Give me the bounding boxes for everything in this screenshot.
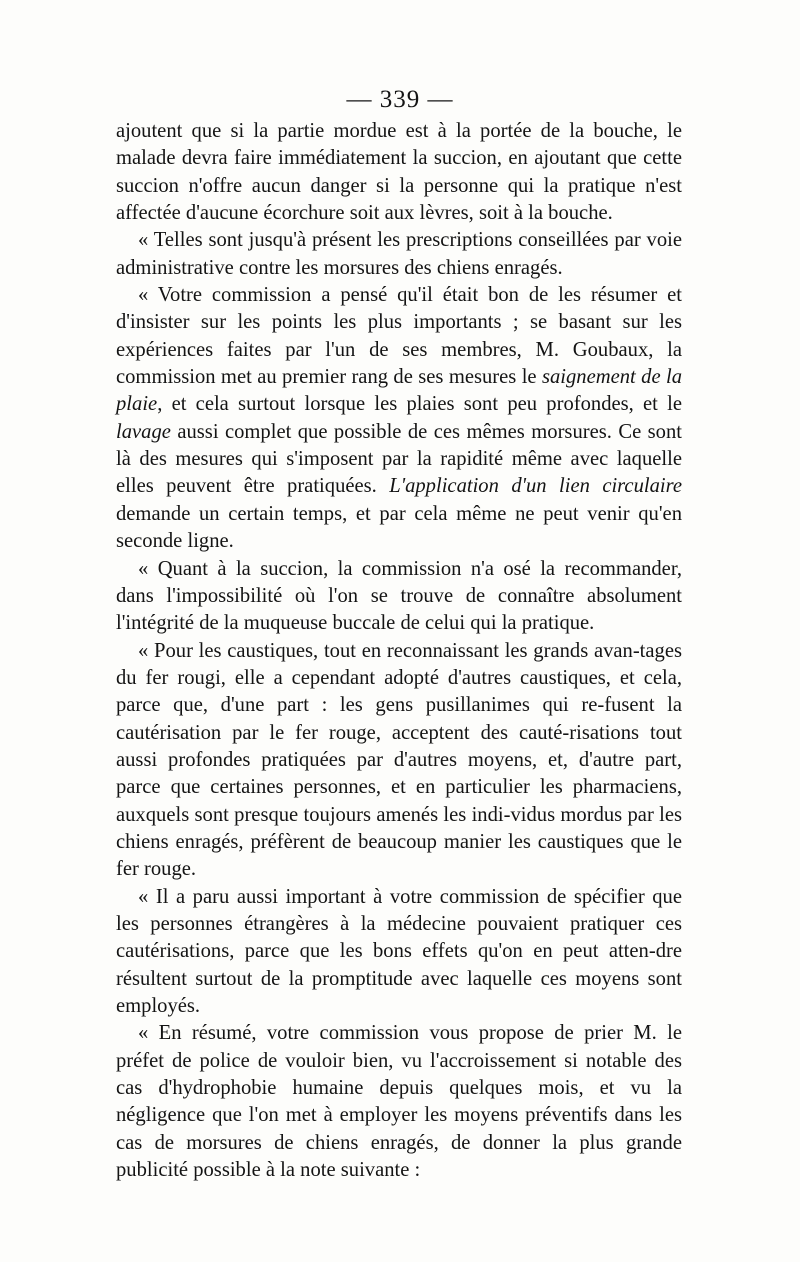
text-run: « Pour les caustiques, tout en reconnaissant les grands avan-tages du fer rougi, elle a cependant adopté d'autres caustiques, et cela, parce que, d'une part : les gens pusillanimes qui re-fusent la cautérisation par le fer rouge, acceptent des cauté-risations tout aussi profondes pratiquées par d'autres moyens, et, d'autre part, parce que certaines personnes, et en particulier les pharmaciens, auxquels sont presque toujours amenés les indi-vidus mordus par les chiens enragés, préfèrent de beaucoup manier les caustiques que le fer rouge. [116,639,682,881]
italic-application-lien: L'application d'un lien circulaire [389,475,682,498]
paragraph-succion [116,556,682,638]
text-run: , et cela surtout lorsque les plaies sont peu profondes, et le [157,393,682,416]
italic-saignement: saignement de la plaie [116,366,682,416]
text-run: ajoutent que si la partie mordue est à la portée de la bouche, le malade devra faire immédiatement la succion, en ajoutant que cette succion n'offre aucun danger si la personne qui la pratique n'est affectée d'aucune écorchure soit aux lèvres, soit à la bouche. [116,120,682,225]
page-number: — 339 — [346,86,454,113]
text-run: « Telles sont jusqu'à présent les prescriptions conseillées par voie administrative contre les morsures des chiens enragés. [116,229,682,279]
paragraph-cauterisations [116,884,682,1021]
text-run: « Quant à la succion, la commission n'a osé la recommander, dans l'impossibilité où l'on se trouve de connaître absolument l'intégrité de la muqueuse buccale de celui qui la pratique. [116,557,682,635]
paragraph-continuation [116,118,682,227]
text-run: « Il a paru aussi important à votre commission de spécifier que les personnes étrangères à la médecine pouvaient pratiquer ces cautérisations, parce que les bons effets qu'on en peut atten-dre résultent surtout de la promptitude avec laquelle ces moyens sont employés. [116,885,682,1017]
paragraph-commission-summary [116,282,682,555]
paragraph-resume [116,1020,682,1184]
text-run: « En résumé, votre commission vous propose de prier M. le préfet de police de vouloir bien, vu l'accroissement si notable des cas d'hydrophobie humaine depuis quelques mois, et vu la négligence que l'on met à employer les moyens préventifs dans les cas de morsures de chiens enragés, de donner la plus grande publicité possible à la note suivante : [116,1022,682,1182]
text-run: « Votre commission a pensé qu'il était bon de les résumer et d'insister sur les points les plus importants ; se basant sur les expériences faites par l'un de ses membres, M. Goubaux, la commission met au premier rang de ses mesures le [116,284,682,389]
paragraph-prescriptions [116,227,682,282]
paragraph-caustiques [116,638,682,884]
text-run: aussi complet que possible de ces mêmes morsures. Ce sont là des mesures qui s'imposent par la rapidité même avec laquelle elles peuvent être pratiquées. [116,420,682,498]
italic-lavage: lavage [116,420,171,443]
text-run: demande un certain temps, et par cela même ne peut venir qu'en seconde ligne. [116,502,682,553]
body-text [116,118,682,1184]
